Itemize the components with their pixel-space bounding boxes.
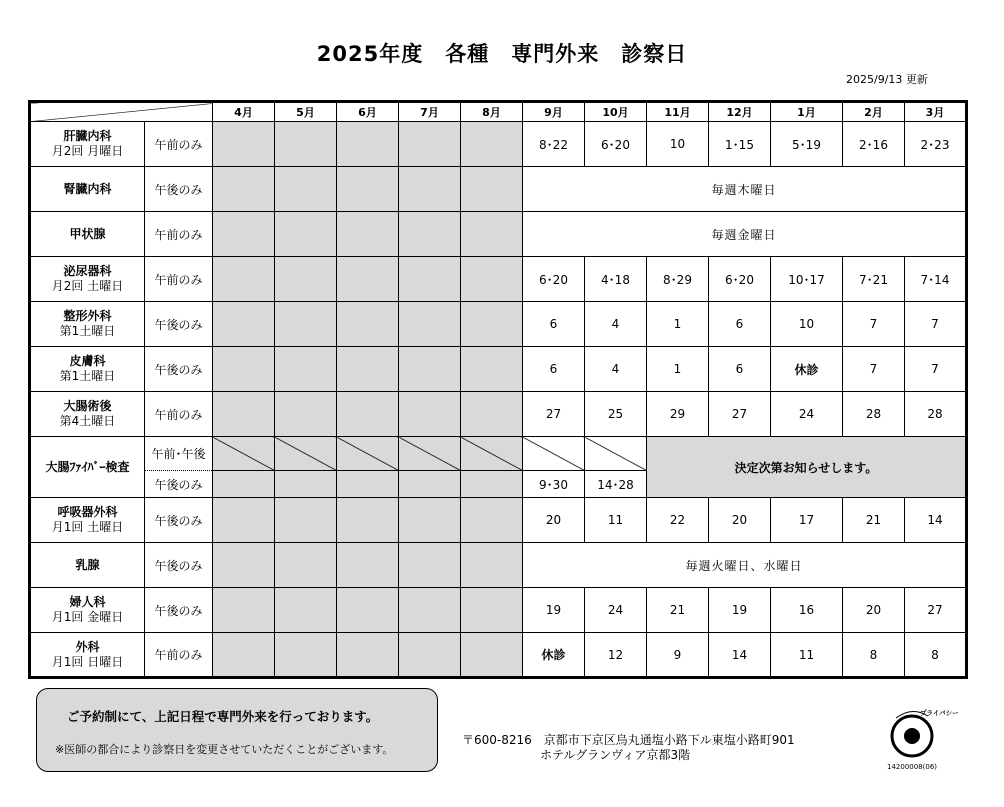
unavailable-cell	[461, 588, 523, 633]
table-row	[30, 212, 967, 257]
department-cell	[30, 167, 145, 212]
date-cell: 6	[709, 347, 771, 392]
unavailable-cell	[275, 257, 337, 302]
department-frequency: 月1回 日曜日	[51, 654, 124, 669]
date-cell: 21	[647, 588, 709, 633]
unavailable-cell	[337, 392, 399, 437]
department-name: 整形外科	[63, 309, 112, 323]
privacy-mark-icon	[882, 702, 959, 762]
unavailable-cell	[337, 471, 399, 498]
unavailable-cell	[213, 471, 275, 498]
unavailable-cell	[337, 257, 399, 302]
unavailable-cell	[275, 471, 337, 498]
month-header: 9月	[523, 102, 585, 122]
department-cell	[30, 257, 145, 302]
department-name: 腎臓内科	[63, 181, 112, 196]
session-time: 午後のみ	[145, 498, 213, 543]
session-time: 午後のみ	[145, 347, 213, 392]
table-row	[30, 257, 967, 302]
date-cell: 28	[905, 392, 967, 437]
session-time: 午前のみ	[145, 392, 213, 437]
unavailable-cell	[461, 122, 523, 167]
table-row	[30, 122, 967, 167]
month-header: 11月	[647, 102, 709, 122]
schedule-change-note: ※医師の都合により診察日を変更させていただくことがございます。	[55, 743, 394, 756]
unavailable-cell	[213, 167, 275, 212]
unavailable-cell	[337, 633, 399, 678]
unavailable-cell	[461, 257, 523, 302]
date-cell: 2･16	[843, 122, 905, 167]
unavailable-cell	[213, 498, 275, 543]
department-name: 大腸ﾌｧｲﾊﾞｰ検査	[30, 437, 145, 498]
unavailable-cell	[275, 302, 337, 347]
date-cell: 14･28	[585, 471, 647, 498]
session-time: 午後のみ	[145, 543, 213, 588]
month-header: 2月	[843, 102, 905, 122]
date-cell: 20	[709, 498, 771, 543]
schedule-body	[30, 102, 967, 678]
date-cell: 1	[647, 302, 709, 347]
date-cell: 20	[523, 498, 585, 543]
date-cell: 29	[647, 392, 709, 437]
unavailable-cell	[275, 588, 337, 633]
unavailable-cell	[213, 633, 275, 678]
date-cell: 20	[843, 588, 905, 633]
unavailable-cell	[337, 302, 399, 347]
unavailable-cell	[275, 633, 337, 678]
department-name: 大腸術後	[63, 399, 112, 413]
tbd-notice: 決定次第お知らせします。	[647, 437, 967, 498]
department-frequency: 月2回 土曜日	[51, 279, 124, 293]
unavailable-cell	[275, 347, 337, 392]
date-cell: 10	[771, 302, 843, 347]
department-frequency: 月2回 月曜日	[51, 144, 124, 158]
unavailable-cell	[399, 633, 461, 678]
date-cell: 28	[843, 392, 905, 437]
unavailable-cell	[213, 347, 275, 392]
date-cell: 6･20	[709, 257, 771, 302]
department-name: 泌尿器科	[63, 264, 112, 278]
department-name: 肝臓内科	[63, 129, 112, 143]
date-cell: 22	[647, 498, 709, 543]
table-row	[30, 167, 967, 212]
unavailable-slash-cell	[213, 437, 275, 471]
department-cell	[30, 122, 145, 167]
month-header: 7月	[399, 102, 461, 122]
date-cell: 7	[905, 302, 967, 347]
date-cell: 9	[647, 633, 709, 678]
month-header: 12月	[709, 102, 771, 122]
privacy-mark-number: 14200008(06)	[887, 763, 937, 771]
date-cell: 6	[523, 302, 585, 347]
date-cell: 27	[905, 588, 967, 633]
month-header: 6月	[337, 102, 399, 122]
date-cell: 6	[709, 302, 771, 347]
unavailable-cell	[461, 633, 523, 678]
department-name: 呼吸器外科	[57, 505, 118, 519]
department-cell	[30, 633, 145, 678]
date-cell: 8･29	[647, 257, 709, 302]
month-header: 3月	[905, 102, 967, 122]
date-cell: 14	[709, 633, 771, 678]
weekly-schedule: 毎週木曜日	[523, 167, 967, 212]
unavailable-cell	[213, 257, 275, 302]
department-frequency: 第4土曜日	[59, 414, 116, 428]
date-cell: 4･18	[585, 257, 647, 302]
unavailable-cell	[399, 167, 461, 212]
unavailable-slash-cell	[337, 437, 399, 471]
header-corner	[30, 102, 213, 122]
unavailable-cell	[399, 498, 461, 543]
date-cell: 27	[709, 392, 771, 437]
date-cell: 6	[523, 347, 585, 392]
date-cell: 11	[585, 498, 647, 543]
department-name: 乳腺	[75, 557, 100, 572]
date-cell: 10･17	[771, 257, 843, 302]
department-cell	[30, 392, 145, 437]
unavailable-cell	[461, 302, 523, 347]
unavailable-cell	[337, 212, 399, 257]
date-cell: 12	[585, 633, 647, 678]
date-cell: 10	[647, 122, 709, 167]
unavailable-slash-cell	[585, 437, 647, 471]
unavailable-cell	[213, 302, 275, 347]
table-row	[30, 498, 967, 543]
page-title: 2025年度 各種 専門外来 診察日	[316, 42, 688, 66]
date-cell: 19	[523, 588, 585, 633]
table-row	[30, 633, 967, 678]
department-name: 皮膚科	[69, 354, 106, 368]
table-row	[30, 392, 967, 437]
unavailable-cell	[461, 498, 523, 543]
unavailable-cell	[399, 257, 461, 302]
date-cell: 9･30	[523, 471, 585, 498]
department-cell	[30, 588, 145, 633]
department-cell	[30, 302, 145, 347]
date-cell: 17	[771, 498, 843, 543]
unavailable-cell	[399, 471, 461, 498]
session-time: 午後のみ	[145, 471, 213, 498]
schedule-table	[28, 100, 968, 679]
unavailable-cell	[275, 212, 337, 257]
unavailable-cell	[213, 392, 275, 437]
date-cell: 6･20	[585, 122, 647, 167]
notice-box	[36, 688, 438, 772]
date-cell: 1･15	[709, 122, 771, 167]
unavailable-cell	[337, 498, 399, 543]
weekly-schedule: 毎週火曜日、水曜日	[523, 543, 967, 588]
month-header: 4月	[213, 102, 275, 122]
privacy-mark-logo	[882, 702, 959, 774]
session-time: 午前のみ	[145, 212, 213, 257]
department-frequency: 第1土曜日	[59, 369, 116, 383]
unavailable-cell	[399, 588, 461, 633]
unavailable-cell	[461, 392, 523, 437]
address-line1: 〒600-8216 京都市下京区烏丸通塩小路下ル東塩小路町901	[462, 733, 795, 747]
session-time: 午前のみ	[145, 633, 213, 678]
unavailable-cell	[337, 588, 399, 633]
closed-cell: 休診	[771, 347, 843, 392]
unavailable-cell	[213, 543, 275, 588]
reservation-note: ご予約制にて、上記日程で専門外来を行っております。	[67, 709, 379, 724]
date-cell: 7･21	[843, 257, 905, 302]
unavailable-cell	[461, 543, 523, 588]
department-frequency: 月1回 土曜日	[51, 520, 124, 534]
date-cell: 7･14	[905, 257, 967, 302]
date-cell: 1	[647, 347, 709, 392]
unavailable-cell	[337, 347, 399, 392]
session-time: 午後のみ	[145, 167, 213, 212]
session-time: 午前のみ	[145, 122, 213, 167]
table-row	[30, 347, 967, 392]
date-cell: 21	[843, 498, 905, 543]
month-header: 10月	[585, 102, 647, 122]
session-time: 午後のみ	[145, 302, 213, 347]
unavailable-cell	[337, 543, 399, 588]
month-header: 1月	[771, 102, 843, 122]
date-cell: 8	[843, 633, 905, 678]
month-header: 8月	[461, 102, 523, 122]
date-cell: 7	[905, 347, 967, 392]
unavailable-cell	[399, 392, 461, 437]
date-cell: 27	[523, 392, 585, 437]
table-row	[30, 588, 967, 633]
department-cell	[30, 212, 145, 257]
unavailable-cell	[213, 212, 275, 257]
department-name: 外科	[75, 639, 100, 654]
department-name: 婦人科	[69, 595, 106, 609]
unavailable-cell	[399, 543, 461, 588]
date-cell: 7	[843, 302, 905, 347]
department-cell	[30, 498, 145, 543]
unavailable-cell	[337, 167, 399, 212]
date-cell: 2･23	[905, 122, 967, 167]
date-cell: 24	[771, 392, 843, 437]
unavailable-cell	[461, 347, 523, 392]
closed-cell: 休診	[523, 633, 585, 678]
unavailable-cell	[275, 498, 337, 543]
unavailable-cell	[461, 212, 523, 257]
unavailable-cell	[399, 302, 461, 347]
unavailable-cell	[275, 543, 337, 588]
address-line2: ホテルグランヴィア京都3階	[540, 748, 691, 762]
updated-date: 2025/9/13 更新	[846, 73, 928, 86]
unavailable-cell	[275, 122, 337, 167]
date-cell: 5･19	[771, 122, 843, 167]
date-cell: 24	[585, 588, 647, 633]
date-cell: 8	[905, 633, 967, 678]
unavailable-cell	[213, 588, 275, 633]
session-time: 午後のみ	[145, 588, 213, 633]
unavailable-slash-cell	[461, 437, 523, 471]
session-time: 午前･午後	[145, 437, 213, 471]
date-cell: 4	[585, 302, 647, 347]
unavailable-cell	[461, 471, 523, 498]
address-block	[462, 733, 795, 763]
unavailable-slash-cell	[399, 437, 461, 471]
table-row	[30, 302, 967, 347]
date-cell: 8･22	[523, 122, 585, 167]
department-cell	[30, 543, 145, 588]
unavailable-cell	[213, 122, 275, 167]
header-row	[30, 102, 967, 122]
unavailable-slash-cell	[523, 437, 585, 471]
department-name: 甲状腺	[69, 226, 106, 241]
table-row	[30, 543, 967, 588]
date-cell: 19	[709, 588, 771, 633]
unavailable-cell	[461, 167, 523, 212]
unavailable-cell	[275, 392, 337, 437]
unavailable-cell	[399, 347, 461, 392]
session-time: 午前のみ	[145, 257, 213, 302]
unavailable-cell	[275, 167, 337, 212]
weekly-schedule: 毎週金曜日	[523, 212, 967, 257]
date-cell: 14	[905, 498, 967, 543]
table-row	[30, 437, 967, 471]
date-cell: 6･20	[523, 257, 585, 302]
unavailable-cell	[399, 122, 461, 167]
department-cell	[30, 347, 145, 392]
unavailable-slash-cell	[275, 437, 337, 471]
privacy-mark-text: プライバシー	[920, 709, 959, 717]
date-cell: 7	[843, 347, 905, 392]
date-cell: 16	[771, 588, 843, 633]
date-cell: 25	[585, 392, 647, 437]
date-cell: 4	[585, 347, 647, 392]
department-frequency: 第1土曜日	[59, 324, 116, 338]
department-frequency: 月1回 金曜日	[51, 610, 124, 624]
month-header: 5月	[275, 102, 337, 122]
unavailable-cell	[337, 122, 399, 167]
date-cell: 11	[771, 633, 843, 678]
unavailable-cell	[399, 212, 461, 257]
